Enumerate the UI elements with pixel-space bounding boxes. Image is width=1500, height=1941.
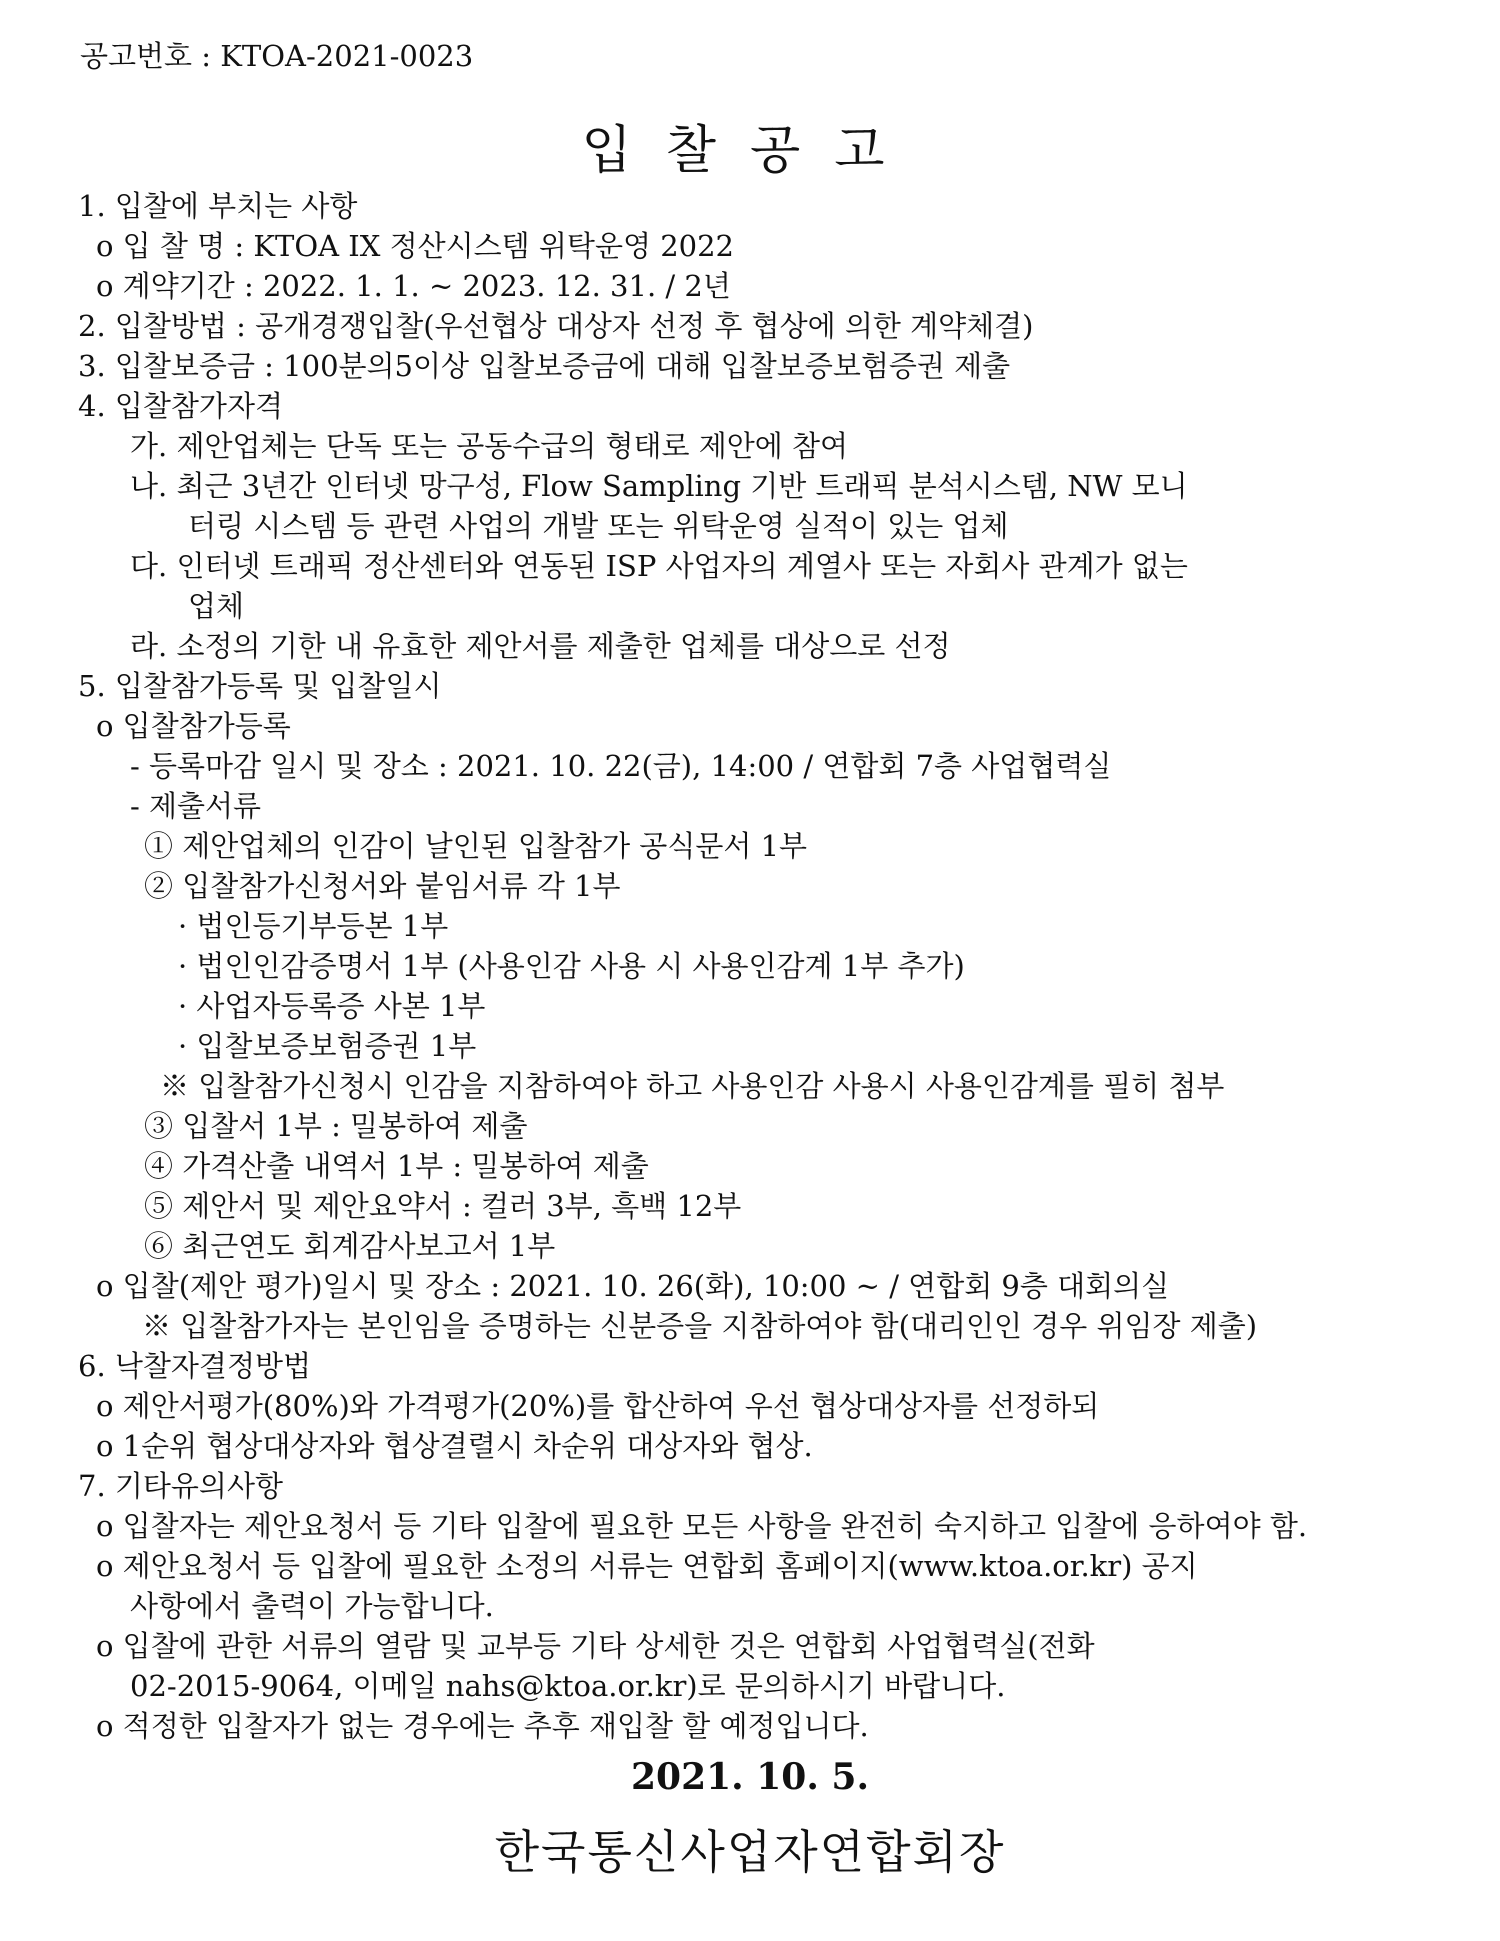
notice-item-2: o 제안요청서 등 입찰에 필요한 소정의 서류는 연합회 홈페이지(www.ktoa.or.kr) 공지 xyxy=(96,1549,1198,1583)
notice-date: 2021. 10. 5. xyxy=(630,1756,869,1798)
award-method-1: o 제안서평가(80%)와 가격평가(20%)를 합산하여 우선 협상대상자를 선정하되 xyxy=(96,1389,1100,1423)
document-1: ① 제안업체의 인감이 날인된 입찰참가 공식문서 1부 xyxy=(144,829,808,863)
qualification-b: 나. 최근 3년간 인터넷 망구성, Flow Sampling 기반 트래픽 분석시스템, NW 모니 xyxy=(130,469,1188,503)
seal-note: ※ 입찰참가신청시 인감을 지참하여야 하고 사용인감 사용시 사용인감계를 필히 첨부 xyxy=(160,1069,1225,1103)
document-3: ③ 입찰서 1부 : 밀봉하여 제출 xyxy=(144,1109,528,1143)
qualification-d: 라. 소정의 기한 내 유효한 제안서를 제출한 업체를 대상으로 선정 xyxy=(130,629,951,663)
section-6-heading: 6. 낙찰자결정방법 xyxy=(78,1349,311,1383)
registration-heading: o 입찰참가등록 xyxy=(96,709,291,743)
section-5-heading: 5. 입찰참가등록 및 입찰일시 xyxy=(78,669,442,703)
section-4-heading: 4. 입찰참가자격 xyxy=(78,389,283,423)
notice-item-3: o 입찰에 관한 서류의 열람 및 교부등 기타 상세한 것은 연합회 사업협력실(전화 xyxy=(96,1629,1095,1663)
document-6: ⑥ 최근연도 회계감사보고서 1부 xyxy=(144,1229,556,1263)
section-3-heading: 3. 입찰보증금 : 100분의5이상 입찰보증금에 대해 입찰보증보험증권 제출 xyxy=(78,349,1011,383)
document-2-sub-4: · 입찰보증보험증권 1부 xyxy=(178,1029,477,1063)
bid-evaluation-schedule: o 입찰(제안 평가)일시 및 장소 : 2021. 10. 26(화), 10:00 ~ / 연합회 9층 대회의실 xyxy=(96,1269,1170,1303)
id-note: ※ 입찰참가자는 본인임을 증명하는 신분증을 지참하여야 함(대리인인 경우 위임장 제출) xyxy=(142,1309,1258,1343)
page-title: 입찰공고 xyxy=(581,121,919,181)
qualification-b-cont: 터링 시스템 등 관련 사업의 개발 또는 위탁운영 실적이 있는 업체 xyxy=(188,509,1009,543)
documents-heading: - 제출서류 xyxy=(130,789,262,823)
notice-item-2-cont: 사항에서 출력이 가능합니다. xyxy=(130,1589,494,1623)
contract-period-line: o 계약기간 : 2022. 1. 1. ~ 2023. 12. 31. / 2년 xyxy=(96,269,731,303)
document-5: ⑤ 제안서 및 제안요약서 : 컬러 3부, 흑백 12부 xyxy=(144,1189,742,1223)
registration-deadline: - 등록마감 일시 및 장소 : 2021. 10. 22(금), 14:00 / 연합회 7층 사업협력실 xyxy=(130,749,1112,783)
notice-item-3-cont: 02-2015-9064, 이메일 nahs@ktoa.or.kr)로 문의하시기 바랍니다. xyxy=(130,1669,1006,1703)
document-2: ② 입찰참가신청서와 붙임서류 각 1부 xyxy=(144,869,621,903)
notice-body xyxy=(78,186,1423,1746)
qualification-c: 다. 인터넷 트래픽 정산센터와 연동된 ISP 사업자의 계열사 또는 자회사 관계가 없는 xyxy=(130,549,1188,583)
document-2-sub-3: · 사업자등록증 사본 1부 xyxy=(178,989,486,1023)
award-method-2: o 1순위 협상대상자와 협상결렬시 차순위 대상자와 협상. xyxy=(96,1429,813,1463)
qualification-c-cont: 업체 xyxy=(188,589,245,623)
notice-number: 공고번호 : KTOA-2021-0023 xyxy=(80,39,474,73)
notice-item-4: o 적정한 입찰자가 없는 경우에는 추후 재입찰 할 예정입니다. xyxy=(96,1709,869,1743)
notice-item-1: o 입찰자는 제안요청서 등 기타 입찰에 필요한 모든 사항을 완전히 숙지하고 입찰에 응하여야 함. xyxy=(96,1509,1308,1543)
section-7-heading: 7. 기타유의사항 xyxy=(78,1469,283,1503)
document-2-sub-2: · 법인인감증명서 1부 (사용인감 사용 시 사용인감계 1부 추가) xyxy=(178,949,965,983)
qualification-a: 가. 제안업체는 단독 또는 공동수급의 형태로 제안에 참여 xyxy=(130,429,849,463)
bid-name-line: o 입 찰 명 : KTOA IX 정산시스템 위탁운영 2022 xyxy=(96,229,734,263)
section-2-heading: 2. 입찰방법 : 공개경쟁입찰(우선협상 대상자 선정 후 협상에 의한 계약체결) xyxy=(78,309,1034,343)
section-1-heading: 1. 입찰에 부치는 사항 xyxy=(78,189,358,223)
issuer-name: 한국통신사업자연합회장 xyxy=(494,1825,1006,1879)
document-2-sub-1: · 법인등기부등본 1부 xyxy=(178,909,449,943)
document-4: ④ 가격산출 내역서 1부 : 밀봉하여 제출 xyxy=(144,1149,649,1183)
